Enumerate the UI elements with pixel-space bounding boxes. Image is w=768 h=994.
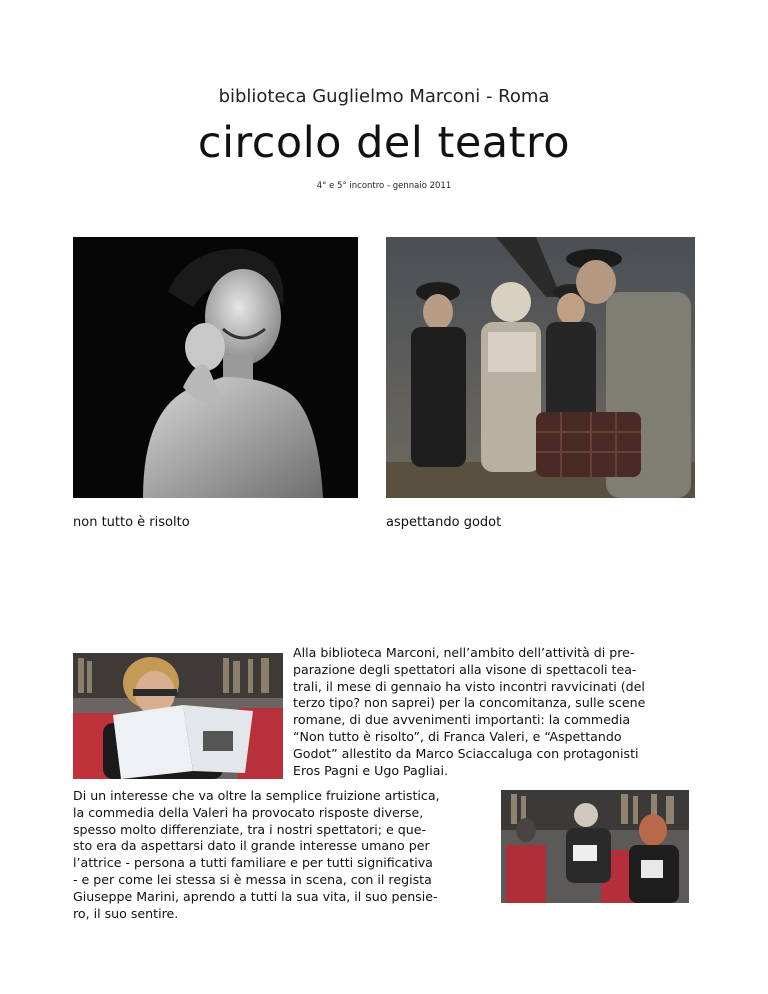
article-paragraph-1 <box>293 645 695 779</box>
photo-stage-scene <box>386 237 695 498</box>
article-paragraph-2 <box>73 788 490 922</box>
article-line: ro, il suo sentire. <box>73 905 179 921</box>
article-line: trali, il mese di gennaio ha visto incontri ravvicinati (del <box>293 678 645 694</box>
article-line: spesso molto differenziate, tra i nostri spettatori; e que- <box>73 821 427 837</box>
article-line: Giuseppe Marini, aprendo a tutti la sua vita, il suo pensie- <box>73 888 438 904</box>
article-line: parazione degli spettatori alla visone di spettacoli tea- <box>293 661 637 677</box>
photo-caption-godot: aspettando godot <box>386 515 502 530</box>
article-line: “Non tutto è risolto”, di Franca Valeri, e “Aspettando <box>293 728 622 744</box>
article-line: Godot” allestito da Marco Sciaccaluga con protagonisti <box>293 745 639 761</box>
library-name: biblioteca Guglielmo Marconi - Roma <box>218 86 550 107</box>
article-line: l’attrice - persona a tutti familiare e per tutti significativa <box>73 855 433 871</box>
article-line: Di un interesse che va oltre la semplice fruizione artistica, <box>73 788 440 803</box>
photo-woman-reading <box>73 653 283 779</box>
article-line: romane, di due avvenimenti importanti: la commedia <box>293 712 631 728</box>
event-date: 4° e 5° incontro - gennaio 2011 <box>316 181 452 191</box>
article-line: sto era da aspettarsi dato il grande interesse umano per <box>73 838 430 854</box>
article-line: la commedia della Valeri ha provocato risposte diverse, <box>73 804 424 820</box>
photo-actress-portrait <box>73 237 358 498</box>
article-line: Eros Pagni e Ugo Pagliai. <box>293 762 448 778</box>
page-title: circolo del teatro <box>197 118 571 168</box>
photo-audience <box>501 790 689 903</box>
article-line: terzo tipo? non saprei) per la concomitanza, sulle scene <box>293 695 646 711</box>
photo-caption-non-tutto: non tutto è risolto <box>73 515 190 530</box>
article-line: Alla biblioteca Marconi, nell’ambito dell’attività di pre- <box>293 645 635 660</box>
article-line: - e per come lei stessa si è messa in scena, con il regista <box>73 871 432 887</box>
